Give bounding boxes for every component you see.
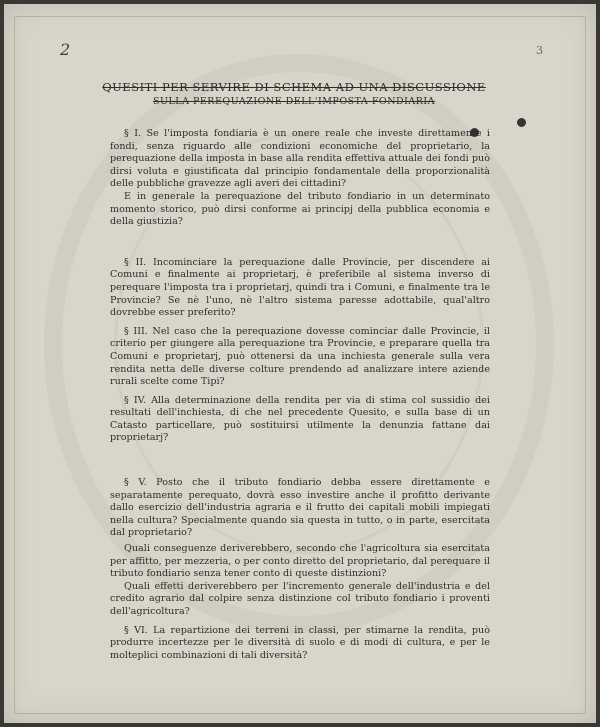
page-number-left: 2 bbox=[60, 40, 71, 59]
title-line-1: QUESITI PER SERVIRE DI SCHEMA AD UNA DISCUSSIONE bbox=[102, 80, 486, 94]
document-page bbox=[4, 4, 596, 723]
document-title bbox=[74, 80, 514, 107]
section-paragraph: § II. Incominciare la perequazione dalle Provincie, per discendere ai Comuni e finalmente ai proprietarj, è preferibile al sistema inverso di perequare l'imposta tra i proprietarj, quindi tra i Comuni, e finalmente tra le Provincie? Se nè l'uno, nè l'altro sistema paresse adottabile, qual'altro dovrebbe esser preferito? bbox=[110, 256, 490, 319]
page-number-right: 3 bbox=[536, 44, 543, 57]
section-paragraph: E in generale la perequazione del tributo fondiario in un determinato momento storico, può dirsi conforme ai principj della pubblica economia e della giustizia? bbox=[110, 190, 490, 228]
punch-hole bbox=[517, 118, 526, 127]
section-paragraph: § I. Se l'imposta fondiaria è un onere reale che investe direttamente i fondi, senza riguardo alle condizioni economiche del proprietario, la perequazione della imposta in base alla rendita effettiva attuale dei fondi può dirsi voluta e giustificata dal principio fondamentale della proporzionalità delle pubbliche gravezze agli averi dei cittadini? bbox=[110, 128, 490, 190]
section-paragraph: § III. Nel caso che la perequazione dovesse cominciar dalle Provincie, il criterio per giungere alla perequazione tra Provincie, e preparare quella tra Comuni e proprietarj, può ottenersi da una inchiesta generale sulla vera rendita netta delle diverse colture prendendo ad analizzare intere aziende rurali scelte come Tipi? bbox=[110, 325, 490, 388]
section-paragraph: Quali effetti deriverebbero per l'incremento generale dell'industria e del credito agrario dal colpire senza distinzione col tributo fondiario i proventi dell'agricoltura? bbox=[110, 580, 490, 617]
document-body bbox=[110, 128, 490, 662]
section-paragraph: Quali conseguenze deriverebbero, secondo che l'agricoltura sia esercitata per affitto, per mezzeria, o per conto diretto del proprietario, dal perequare il tributo fondiario senza tener conto di queste distinzioni? bbox=[110, 543, 490, 580]
section-paragraph: § VI. La repartizione dei terreni in classi, per stimarne la rendita, può produrre incertezze per le diversità di suolo e di modi di cultura, e per le molteplici combinazioni di tali diversità? bbox=[110, 624, 490, 661]
section-paragraph: § V. Posto che il tributo fondiario debba essere direttamente e separatamente perequato, dovrà esso investire anche il profitto derivante dallo esercizio dell'industria agraria e il frutto dei capitali mobili impiegati nella cultura? Specialmente quando sia questa in tutto, o in parte, esercitata dal proprietario? bbox=[110, 477, 490, 539]
title-line-2: SULLA PEREQUAZIONE DELL'IMPOSTA FONDIARIA bbox=[152, 96, 436, 107]
section-paragraph: § IV. Alla determinazione della rendita per via di stima col sussidio dei resultati dell'inchiesta, di che nel precedente Quesito, e sulla base di un Catasto particellare, può sostituirsi utilmente la denunzia fattane dai proprietarj? bbox=[110, 394, 490, 444]
